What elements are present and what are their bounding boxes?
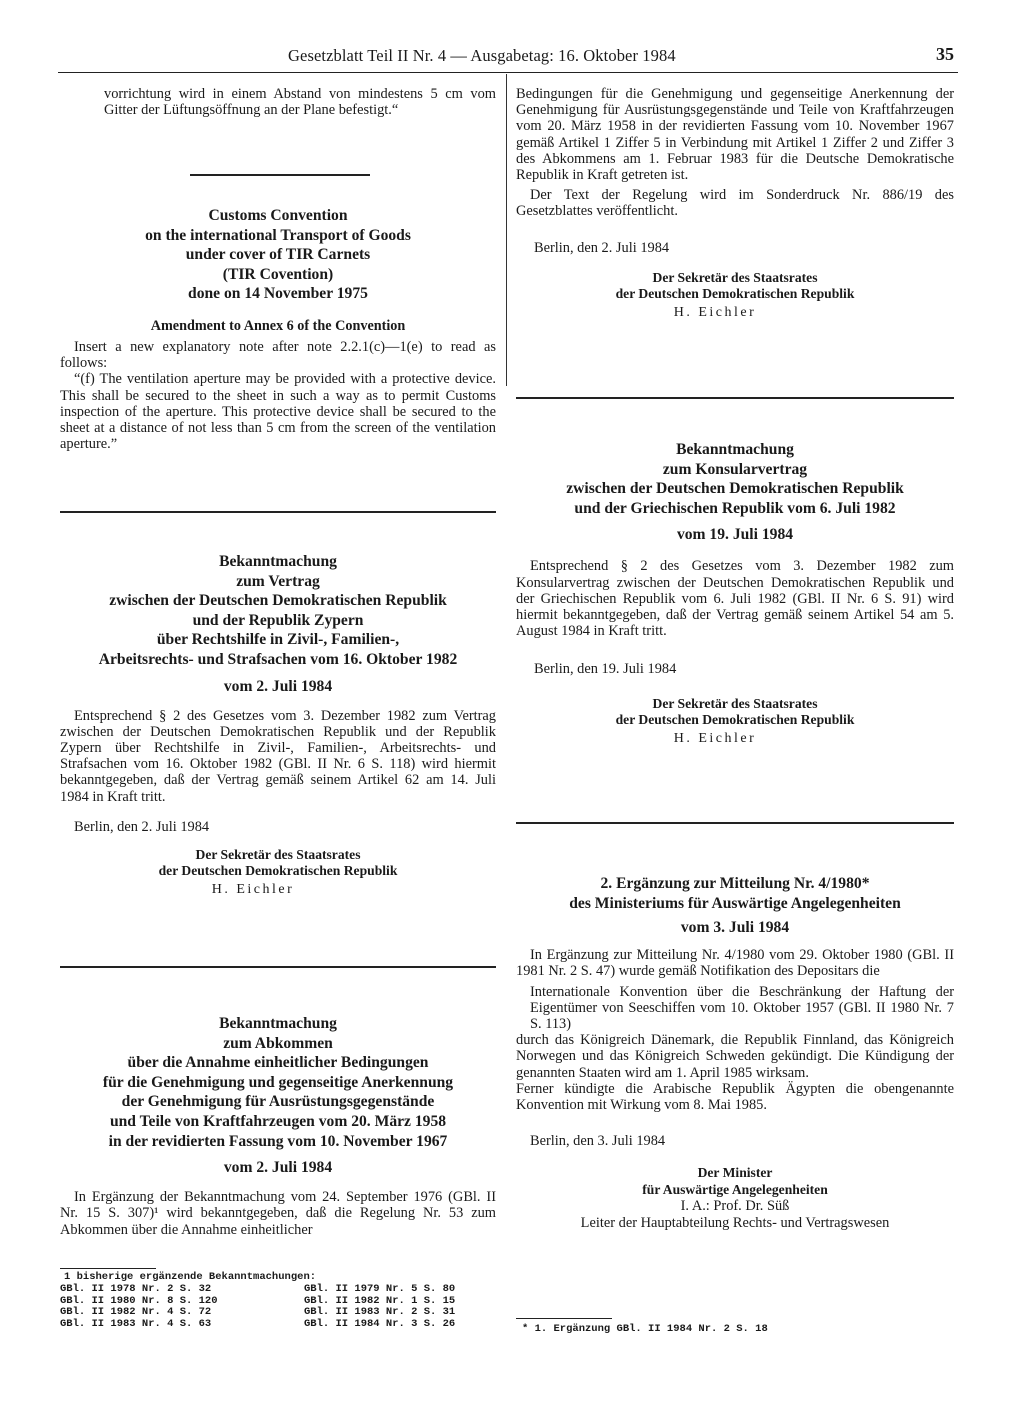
konsular-date: vom 19. Juli 1984 (676, 526, 794, 544)
section-rule (60, 511, 496, 513)
signature-line: Der Sekretär des Staatsrates (652, 695, 818, 711)
footnote-entry: GBl. II 1978 Nr. 2 S. 32 (60, 1282, 212, 1295)
footnote-entry: GBl. II 1983 Nr. 4 S. 63 (60, 1318, 212, 1331)
customs-convention-section (60, 206, 496, 452)
signature-line: Der Minister (697, 1165, 773, 1181)
mitteilung-signatory-role: Leiter der Hauptabteilung Rechts- und Vertragswesen (580, 1215, 890, 1232)
continuation-text-2: Der Text der Regelung wird im Sonderdruck Nr. 886/19 des Gesetzblattes veröffentlicht. (516, 187, 954, 220)
title-line: und Teile von Kraftfahrzeugen vom 20. März 1958 (109, 1112, 447, 1130)
header-title: Gesetzblatt Teil II Nr. 4 — Ausgabetag: 16. Oktober 1984 (288, 46, 676, 65)
konsular-place-date: Berlin, den 19. Juli 1984 (534, 661, 677, 678)
footnote-col-2 (304, 1284, 455, 1331)
left-column (60, 86, 496, 118)
customs-para-2: “(f) The ventilation aperture may be provided with a protective device. This shall be secured to the sheet in such a way as to permit Customs inspection of the aperture. This protective device shall be secured to the sheet at a distance of not less than 5 cm from the screen of the ventilation aperture.” (60, 371, 496, 453)
mitteilung-section (516, 874, 954, 1232)
section-rule (516, 822, 954, 824)
abkommen-signature (516, 270, 954, 303)
section-rule (60, 966, 496, 968)
title-line: und der Republik Zypern (192, 611, 364, 629)
title-line: Customs Convention (208, 207, 348, 224)
zypern-place-date: Berlin, den 2. Juli 1984 (74, 818, 210, 835)
mitteilung-title (516, 874, 954, 913)
signature-line: für Auswärtige Angelegenheiten (642, 1181, 828, 1197)
footnote-entry: GBl. II 1982 Nr. 1 S. 15 (304, 1294, 456, 1307)
konsular-title (516, 440, 954, 518)
title-line: der Genehmigung für Ausrüstungsgegenstände (121, 1093, 435, 1111)
zypern-signature (60, 847, 496, 880)
title-line: zum Abkommen (223, 1034, 333, 1052)
mitteilung-signatory: I. A.: Prof. Dr. Süß (680, 1198, 790, 1215)
title-line: Bekanntmachung (676, 441, 794, 458)
page-header (58, 44, 958, 73)
abkommen-place-date: Berlin, den 2. Juli 1984 (534, 239, 670, 256)
page-number: 35 (936, 44, 954, 64)
abkommen-section (60, 1014, 496, 1238)
konsular-body: Entsprechend § 2 des Gesetzes vom 3. Dezember 1982 zum Konsularvertrag zwischen der Deutschen Demokratischen Republik und der Griechischen Republik vom 6. Juli 1982 (GBl. II Nr. 6 S. 91) wird hiermit bekanntgegeben, daß der Vertrag gemäß seinem Artikel 54 am 5. August 1984 in Kraft tritt. (516, 558, 954, 640)
mitteilung-place-date: Berlin, den 3. Juli 1984 (530, 1133, 666, 1150)
title-line: über Rechtshilfe in Zivil-, Familien-, (156, 631, 400, 649)
column-divider (506, 74, 507, 386)
mitteilung-body-3: Ferner kündigte die Arabische Republik Ägypten die obengenannte Konvention mit Wirkung vom 8. Mai 1985. (516, 1080, 954, 1114)
continuation-text: Bedingungen für die Genehmigung und gegenseitige Anerkennung der Genehmigung für Ausrüstungsgegenstände und Teile von Kraftfahrzeugen vom 20. März 1958 in der revidierten Fassung vom 10. November 1967 gemäß Artikel 1 Ziffer 5 in Verbindung mit Artikel 1 Ziffer 2 und Ziffer 3 des Abkommens am 1. Februar 1983 für die Deutsche Demokratische Republik in Kraft getreten ist. (516, 86, 954, 184)
title-line: und der Griechischen Republik vom 6. Juli 1982 (574, 499, 896, 517)
abkommen-body: In Ergänzung der Bekanntmachung vom 24. September 1976 (GBl. II Nr. 15 S. 307)¹ wird bekanntgegeben, daß die Regelung Nr. 53 zum Abkommen über die Annahme einheitlicher (60, 1189, 496, 1238)
title-line: in der revidierten Fassung vom 10. November 1967 (108, 1132, 448, 1150)
title-line: Bekanntmachung (219, 1015, 337, 1032)
footnote-entry: GBl. II 1979 Nr. 5 S. 80 (304, 1282, 456, 1295)
title-line: 2. Ergänzung zur Mitteilung Nr. 4/1980* (600, 875, 870, 892)
footnote-entry: GBl. II 1980 Nr. 8 S. 120 (60, 1294, 218, 1307)
mitteilung-body-1: In Ergänzung zur Mitteilung Nr. 4/1980 vom 29. Oktober 1980 (GBl. II 1981 Nr. 2 S. 47) wurde gemäß Notifikation des Depositars die (516, 947, 954, 980)
title-line: zwischen der Deutschen Demokratischen Republik (566, 480, 904, 498)
zypern-body: Entsprechend § 2 des Gesetzes vom 3. Dezember 1982 zum Vertrag zwischen der Deutschen Demokratischen Republik und der Republik Zypern über Rechtshilfe in Zivil-, Familien-, Arbeitsrechts- und Strafsachen vom 16. Oktober 1982 (GBl. II Nr. 6 S. 118) wird hiermit bekanntgegeben, daß der Vertrag gemäß seinem Artikel 62 am 14. Juli 1984 in Kraft tritt. (60, 707, 496, 805)
mitteilung-body-2: durch das Königreich Dänemark, die Republik Finnland, das Königreich Norwegen und das Königreich Schweden gekündigt. Die Kündigung der genannten Staaten wird am 1. April 1985 wirksam. (516, 1032, 954, 1081)
signature-line: Der Sekretär des Staatsrates (195, 846, 361, 862)
konsular-section (516, 440, 954, 747)
footnote-heading: 1 bisherige ergänzende Bekanntmachungen: (64, 1271, 317, 1283)
signature-line: der Deutschen Demokratischen Republik (615, 286, 855, 302)
footnote-list (60, 1284, 496, 1331)
zypern-title (60, 552, 496, 670)
title-line: (TIR Covention) (222, 265, 334, 283)
footnote-entry: GBl. II 1983 Nr. 2 S. 31 (304, 1306, 456, 1319)
title-line: zwischen der Deutschen Demokratischen Republik (109, 592, 447, 610)
mitteilung-convention: Internationale Konvention über die Beschränkung der Haftung der Eigentümer von Seeschiffen vom 10. Oktober 1957 (GBl. II 1980 Nr. 7 S. 113) (530, 983, 954, 1032)
title-line: Arbeitsrechts- und Strafsachen vom 16. Oktober 1982 (98, 650, 458, 668)
abkommen-title (60, 1014, 496, 1151)
signature-line: der Deutschen Demokratischen Republik (615, 712, 855, 728)
konsular-signature (516, 696, 954, 729)
footnote-col-1 (60, 1284, 304, 1331)
footnote-entry: GBl. II 1984 Nr. 3 S. 26 (304, 1318, 456, 1331)
mitteilung-signature (516, 1165, 954, 1198)
customs-para-1: Insert a new explanatory note after note 2.2.1(c)—1(e) to read as follows: (60, 338, 496, 372)
title-line: done on 14 November 1975 (188, 285, 368, 303)
footnote-entry: GBl. II 1982 Nr. 4 S. 72 (60, 1306, 212, 1319)
zypern-signatory: H. Eichler (211, 881, 295, 897)
section-rule (190, 174, 370, 176)
footnote-rule (60, 1268, 156, 1269)
left-footnote (60, 1272, 496, 1331)
signature-line: Der Sekretär des Staatsrates (652, 269, 818, 285)
title-line: zum Vertrag (236, 572, 320, 590)
title-line: Bekanntmachung (219, 553, 337, 570)
right-footnote: * 1. Ergänzung GBl. II 1984 Nr. 2 S. 18 (522, 1323, 768, 1335)
title-line: under cover of TIR Carnets (185, 246, 371, 264)
mitteilung-date: vom 3. Juli 1984 (680, 919, 790, 937)
title-line: über die Annahme einheitlicher Bedingungen (127, 1054, 429, 1072)
title-line: zum Konsularvertrag (662, 460, 808, 478)
title-line: on the international Transport of Goods (145, 226, 411, 244)
abkommen-continuation (516, 86, 954, 321)
intro-text: vorrichtung wird in einem Abstand von mindestens 5 cm vom Gitter der Lüftungsöffnung an der Plane befestigt.“ (104, 86, 496, 119)
customs-subheading: Amendment to Annex 6 of the Convention (150, 317, 406, 334)
title-line: für die Genehmigung und gegenseitige Anerkennung (102, 1073, 454, 1091)
zypern-section (60, 552, 496, 898)
customs-title (60, 206, 496, 304)
footnote-rule (516, 1318, 612, 1319)
konsular-signatory: H. Eichler (673, 730, 757, 746)
signature-line: der Deutschen Demokratischen Republik (158, 863, 398, 879)
title-line: des Ministeriums für Auswärtige Angelegenheiten (569, 894, 901, 912)
section-rule (516, 397, 954, 399)
zypern-date: vom 2. Juli 1984 (223, 677, 333, 695)
abkommen-date: vom 2. Juli 1984 (223, 1159, 333, 1177)
abkommen-signatory: H. Eichler (673, 304, 757, 320)
